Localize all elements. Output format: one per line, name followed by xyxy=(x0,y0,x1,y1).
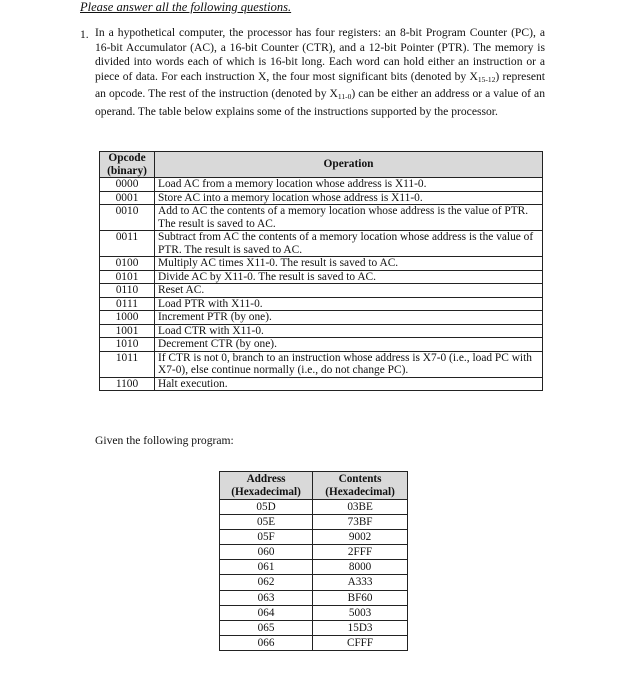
opcode-row xyxy=(100,324,543,338)
operation-cell: Add to AC the contents of a memory location whose address is the value of PTR. The result is saved to AC. xyxy=(155,205,543,231)
opcode-cell: 0100 xyxy=(100,257,155,271)
address-cell: 060 xyxy=(220,545,313,560)
opcode-cell: 1010 xyxy=(100,338,155,352)
address-cell: 05F xyxy=(220,530,313,545)
opcode-row xyxy=(100,351,543,377)
program-table xyxy=(219,471,408,651)
contents-cell: 73BF xyxy=(313,515,408,530)
program-table-body xyxy=(220,500,408,651)
contents-cell: 9002 xyxy=(313,530,408,545)
opcode-row xyxy=(100,231,543,257)
contents-header: Contents (Hexadecimal) xyxy=(313,472,408,500)
address-cell: 063 xyxy=(220,590,313,605)
opcode-row xyxy=(100,178,543,192)
opcode-row xyxy=(100,191,543,205)
address-header: Address (Hexadecimal) xyxy=(220,472,313,500)
address-cell: 05E xyxy=(220,515,313,530)
contents-cell: 5003 xyxy=(313,605,408,620)
operation-cell: Decrement CTR (by one). xyxy=(155,338,543,352)
contents-cell: 8000 xyxy=(313,560,408,575)
address-cell: 064 xyxy=(220,605,313,620)
opcode-cell: 1100 xyxy=(100,377,155,391)
program-row xyxy=(220,620,408,635)
program-table-header xyxy=(220,472,408,500)
program-row xyxy=(220,515,408,530)
opcode-table-header xyxy=(100,152,543,178)
program-row xyxy=(220,545,408,560)
operation-cell: If CTR is not 0, branch to an instruction whose address is X7-0 (i.e., load PC with X7-0), else continue normally (i.e., do not change PC). xyxy=(155,351,543,377)
question-text xyxy=(95,26,545,120)
page-header: Please answer all the following questions. xyxy=(80,0,292,14)
question-subscript: 11-0 xyxy=(337,92,352,102)
operation-cell: Store AC into a memory location whose address is X11-0. xyxy=(155,191,543,205)
question-text-part: ) can be either an address or a value of an operand. The table below explains some of the instructions supported by the processor. xyxy=(95,87,545,118)
operation-cell: Halt execution. xyxy=(155,377,543,391)
opcode-cell: 1011 xyxy=(100,351,155,377)
address-cell: 066 xyxy=(220,635,313,650)
operation-cell: Load CTR with X11-0. xyxy=(155,324,543,338)
operation-cell: Reset AC. xyxy=(155,284,543,298)
opcode-cell: 0011 xyxy=(100,231,155,257)
contents-cell: A333 xyxy=(313,575,408,590)
program-row xyxy=(220,500,408,515)
contents-cell: CFFF xyxy=(313,635,408,650)
opcode-table-body xyxy=(100,178,543,391)
opcode-header: Opcode (binary) xyxy=(100,152,155,178)
address-cell: 061 xyxy=(220,560,313,575)
contents-cell: 15D3 xyxy=(313,620,408,635)
program-row xyxy=(220,560,408,575)
contents-cell: 03BE xyxy=(313,500,408,515)
opcode-cell: 1000 xyxy=(100,311,155,325)
question-text-part: In a hypothetical computer, the processor has four registers: an 8-bit Program Counter (PC), a 16-bit Accumulator (AC), a 16-bit Counter (CTR), and a 12-bit Pointer (PTR). The memory is divided into words each of which is 16-bit long. Each word can hold either an instruction or a piece of data. For each instruction X, the four most significant bits (denoted by X xyxy=(95,26,545,83)
given-text: Given the following program: xyxy=(95,434,234,447)
opcode-cell: 0110 xyxy=(100,284,155,298)
opcode-cell: 0111 xyxy=(100,297,155,311)
program-row xyxy=(220,635,408,650)
opcode-table xyxy=(99,151,543,391)
operation-cell: Increment PTR (by one). xyxy=(155,311,543,325)
address-cell: 065 xyxy=(220,620,313,635)
opcode-row xyxy=(100,311,543,325)
contents-cell: 2FFF xyxy=(313,545,408,560)
opcode-row xyxy=(100,257,543,271)
opcode-row xyxy=(100,338,543,352)
opcode-cell: 0001 xyxy=(100,191,155,205)
opcode-cell: 0101 xyxy=(100,270,155,284)
question-text-part: ) represent an opcode. The rest of the instruction (denoted by X xyxy=(95,69,545,101)
program-row xyxy=(220,605,408,620)
opcode-row xyxy=(100,377,543,391)
operation-cell: Load AC from a memory location whose address is X11-0. xyxy=(155,178,543,192)
contents-cell: BF60 xyxy=(313,590,408,605)
operation-cell: Multiply AC times X11-0. The result is saved to AC. xyxy=(155,257,543,271)
operation-header: Operation xyxy=(155,152,543,178)
question-subscript: 15-12 xyxy=(477,74,496,84)
address-cell: 05D xyxy=(220,500,313,515)
program-row xyxy=(220,575,408,590)
opcode-cell: 0000 xyxy=(100,178,155,192)
opcode-row xyxy=(100,297,543,311)
opcode-cell: 1001 xyxy=(100,324,155,338)
opcode-cell: 0010 xyxy=(100,205,155,231)
program-row xyxy=(220,530,408,545)
address-cell: 062 xyxy=(220,575,313,590)
program-row xyxy=(220,590,408,605)
opcode-row xyxy=(100,284,543,298)
operation-cell: Divide AC by X11-0. The result is saved to AC. xyxy=(155,270,543,284)
opcode-row xyxy=(100,205,543,231)
operation-cell: Subtract from AC the contents of a memory location whose address is the value of PTR. The result is saved to AC. xyxy=(155,231,543,257)
opcode-row xyxy=(100,270,543,284)
operation-cell: Load PTR with X11-0. xyxy=(155,297,543,311)
question-number: 1. xyxy=(80,28,89,41)
